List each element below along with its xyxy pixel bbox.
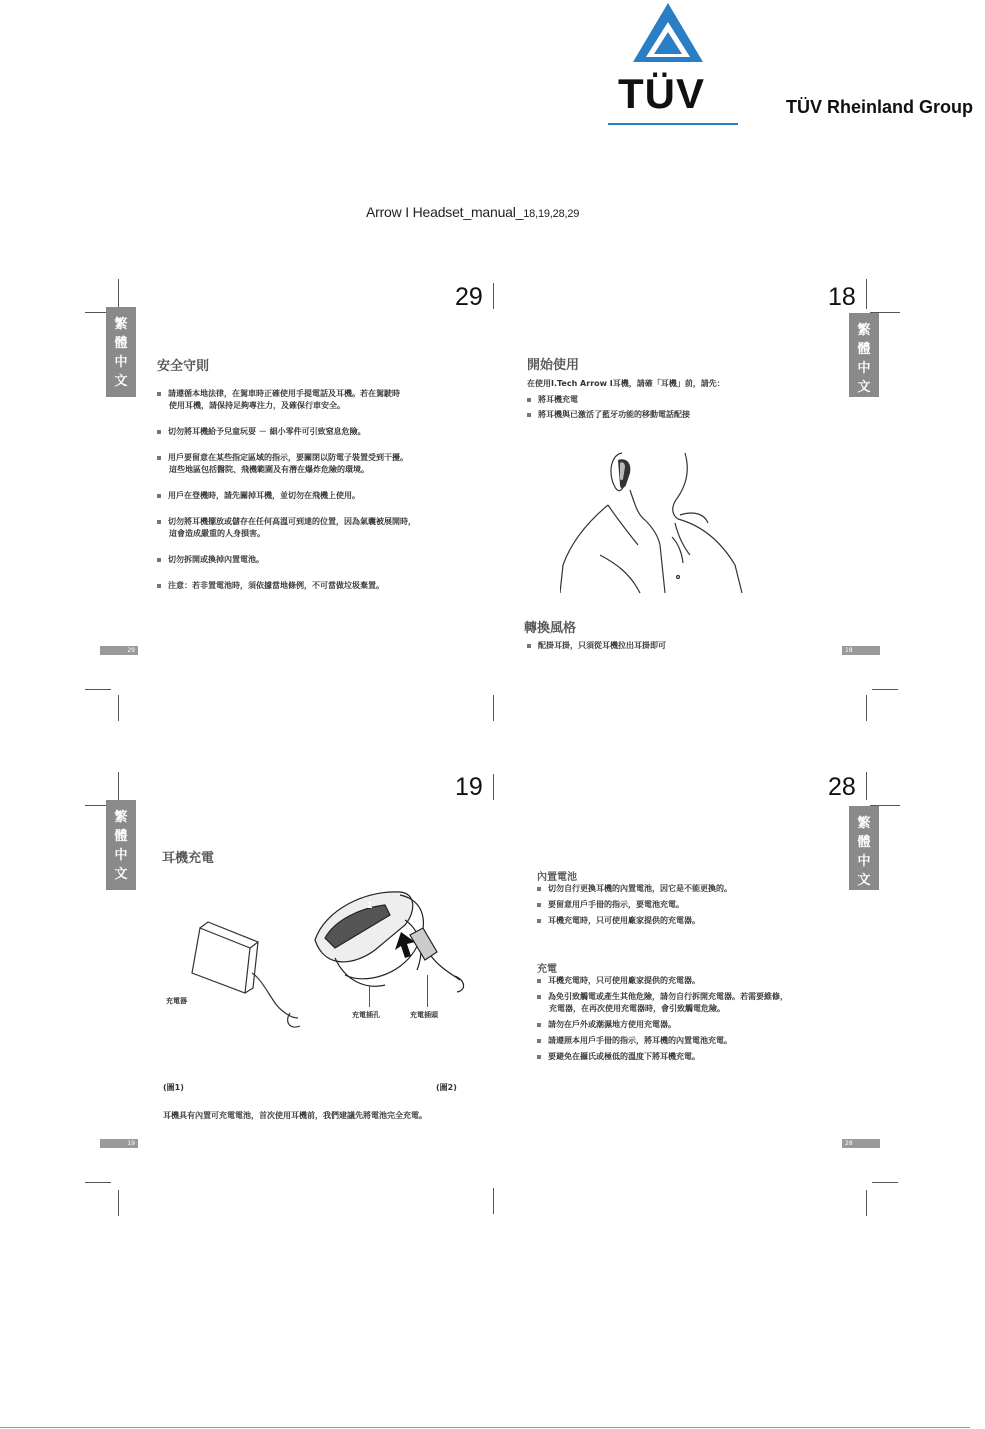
language-tab: 繁 體 中 文 bbox=[849, 313, 879, 397]
crop-mark bbox=[866, 695, 867, 721]
headset-wearing-illustration bbox=[560, 445, 745, 595]
list-item: 用戶在登機時，請先關掉耳機，並切勿在飛機上使用。 bbox=[157, 490, 487, 502]
battery-list bbox=[537, 883, 837, 927]
tuv-logo bbox=[608, 0, 743, 128]
list-item: 切勿將耳機給予兒童玩耍 － 細小零件可引致窒息危險。 bbox=[157, 426, 487, 438]
list-item: 將耳機充電 bbox=[527, 394, 847, 406]
crop-mark bbox=[866, 1190, 867, 1216]
list-item: 請遵照本用戶手冊的指示，將耳機的內置電池充電。 bbox=[537, 1035, 837, 1047]
label-plug: 充電插頭 bbox=[410, 1011, 438, 1019]
list-item: 請遵循本地法律，在駕車時正確使用手提電話及耳機。若在駕駛時 使用耳機，請保持足夠專注力，及確保行車安全。 bbox=[157, 388, 487, 412]
language-tab: 繁 體 中 文 bbox=[106, 800, 136, 890]
section-heading: 充電 bbox=[537, 964, 557, 975]
crop-mark bbox=[866, 772, 867, 800]
section-heading: 安全守則 bbox=[157, 359, 210, 374]
page-footer-tab: 28 bbox=[842, 1139, 880, 1148]
list-item: 耳機充電時，只可使用廠家提供的充電器。 bbox=[537, 975, 837, 987]
document-title bbox=[366, 204, 579, 220]
logo-wordmark: TÜV bbox=[618, 70, 705, 117]
language-tab: 繁 體 中 文 bbox=[106, 307, 136, 397]
list-item: 要避免在攝氏或極低的溫度下將耳機充電。 bbox=[537, 1051, 837, 1063]
crop-mark bbox=[493, 283, 494, 309]
list-item: 配掛耳掛，只須從耳機拉出耳掛即可 bbox=[527, 640, 666, 652]
safety-list bbox=[157, 388, 487, 592]
crop-mark bbox=[118, 279, 119, 309]
start-list bbox=[527, 394, 847, 421]
charger-illustration bbox=[180, 918, 310, 1033]
document-title-text: Arrow I Headset_manual_ bbox=[366, 204, 524, 220]
crop-mark bbox=[493, 774, 494, 800]
intro-text: 在使用I.Tech Arrow I耳機，請確「耳機」前，請先： bbox=[527, 379, 725, 388]
list-item: 用戶要留意在某些指定區域的指示，要關閉以防電子裝置受到干擾。 這些地區包括醫院、飛機範圍及有潛在爆炸危險的環境。 bbox=[157, 452, 487, 476]
language-tab: 繁 體 中 文 bbox=[849, 806, 879, 890]
list-item: 切勿拆開或換掉內置電池。 bbox=[157, 554, 487, 566]
page-number: 28 bbox=[828, 773, 856, 801]
crop-mark bbox=[118, 772, 119, 800]
list-item: 耳機充電時，只可使用廠家提供的充電器。 bbox=[537, 915, 837, 927]
list-item: 為免引致觸電或產生其他危險，請勿自行拆開充電器。若需要維修， 充電器，在再次使用充電器時，會引致觸電危險。 bbox=[537, 991, 837, 1015]
page-bottom-rule bbox=[0, 1427, 970, 1428]
crop-mark bbox=[872, 689, 898, 690]
charge-list bbox=[537, 975, 837, 1063]
crop-mark bbox=[118, 695, 119, 721]
crop-mark bbox=[118, 1190, 119, 1216]
headset-charging-illustration bbox=[305, 880, 470, 1015]
document-title-pages: 18,19,28,29 bbox=[523, 208, 580, 220]
brand-name: TÜV Rheinland Group bbox=[786, 97, 973, 117]
section-heading: 內置電池 bbox=[537, 872, 577, 883]
crop-mark bbox=[493, 1188, 494, 1214]
list-item: 切勿將耳機擺放或儲存在任何高溫可到達的位置，因為氣囊被展開時， 這會造成嚴重的人身損害。 bbox=[157, 516, 487, 540]
page-number: 29 bbox=[455, 283, 483, 311]
list-item: 切勿自行更換耳機的內置電池，因它是不能更換的。 bbox=[537, 883, 837, 895]
list-item: 請勿在戶外或潮濕地方使用充電器。 bbox=[537, 1019, 837, 1031]
page-number: 18 bbox=[828, 283, 856, 311]
svg-text:1: 1 bbox=[367, 901, 373, 910]
section-heading: 開始使用 bbox=[527, 358, 580, 373]
leader-line bbox=[427, 975, 428, 1007]
figure-caption-2: (圖2) bbox=[436, 1083, 457, 1092]
crop-mark bbox=[85, 689, 111, 690]
page-number: 19 bbox=[455, 773, 483, 801]
page-footer-tab: 29 bbox=[100, 646, 138, 655]
crop-mark bbox=[85, 1182, 111, 1183]
crop-mark bbox=[872, 1182, 898, 1183]
figure-caption-1: (圖1) bbox=[163, 1083, 184, 1092]
crop-mark bbox=[493, 695, 494, 721]
page-footer-tab: 18 bbox=[842, 646, 880, 655]
label-port: 充電插孔 bbox=[352, 1011, 380, 1019]
list-item: 要留意用戶手冊的指示，要電池充電。 bbox=[537, 899, 837, 911]
charging-note: 耳機具有內置可充電電池，首次使用耳機前，我們建議先將電池完全充電。 bbox=[163, 1111, 427, 1120]
crop-mark bbox=[866, 279, 867, 309]
section-heading: 耳機充電 bbox=[162, 851, 215, 866]
page-footer-tab: 19 bbox=[100, 1139, 138, 1148]
list-item: 注意：若非置電池時，須依據當地條例，不可當做垃圾棄置。 bbox=[157, 580, 487, 592]
leader-line bbox=[369, 985, 370, 1007]
label-charger: 充電器 bbox=[166, 997, 187, 1005]
section-heading: 轉換風格 bbox=[524, 621, 577, 636]
list-item: 將耳機與已激活了藍牙功能的移動電話配接 bbox=[527, 409, 847, 421]
